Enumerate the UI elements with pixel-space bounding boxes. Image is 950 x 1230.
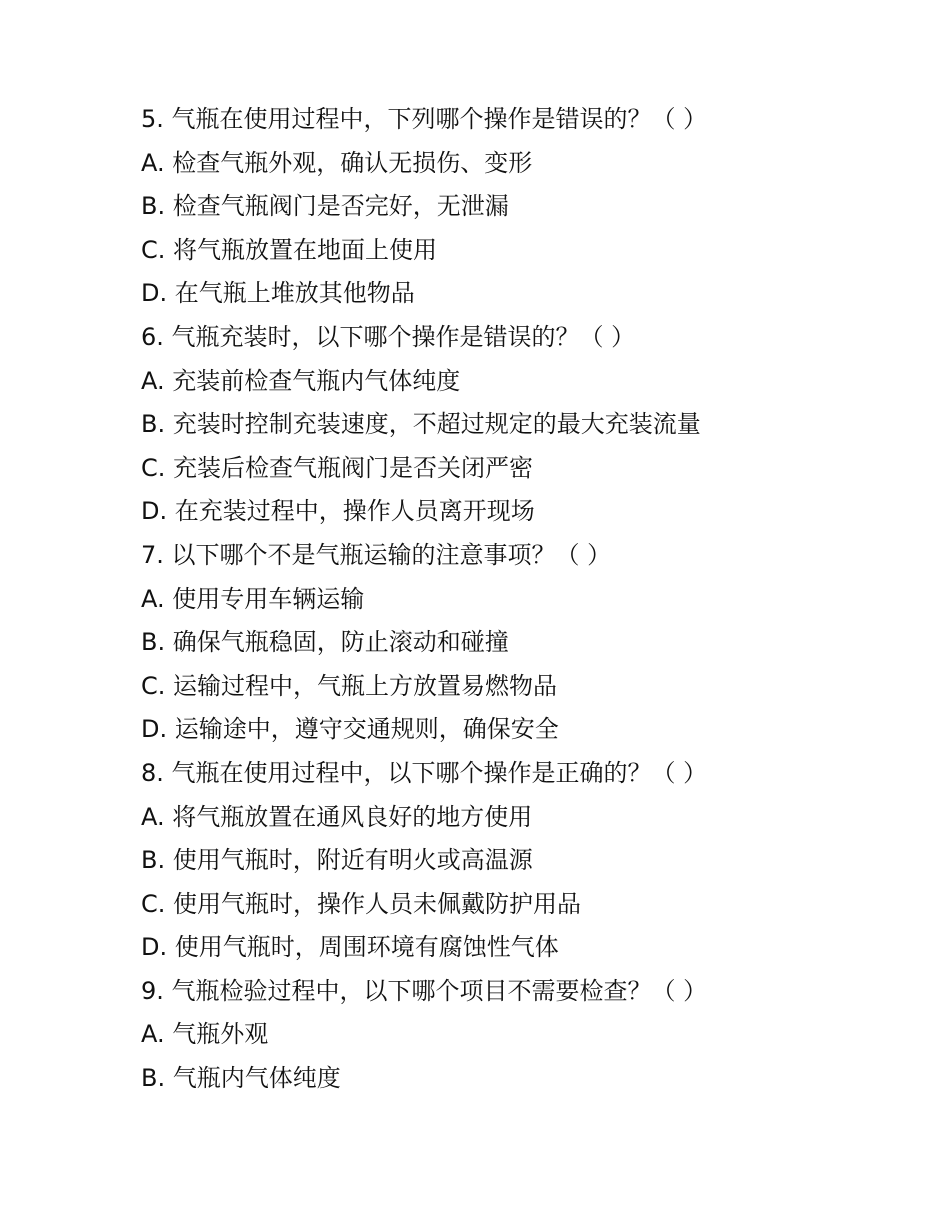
question-9: 9. 气瓶检验过程中，以下哪个项目不需要检查？（ ） [141, 976, 708, 1005]
question-list [141, 98, 901, 1101]
question-7-option-d: D. 运输途中，遵守交通规则，确保安全 [141, 715, 559, 744]
question-8-option-a: A. 将气瓶放置在通风良好的地方使用 [141, 802, 533, 831]
question-5-option-d: D. 在气瓶上堆放其他物品 [141, 279, 415, 308]
question-6-option-a: A. 充装前检查气瓶内气体纯度 [141, 366, 461, 395]
question-6-option-b: B. 充装时控制充装速度，不超过规定的最大充装流量 [141, 410, 701, 439]
question-7-option-b: B. 确保气瓶稳固，防止滚动和碰撞 [141, 628, 509, 657]
question-7-option-c: C. 运输过程中，气瓶上方放置易燃物品 [141, 671, 558, 700]
question-6-option-c: C. 充装后检查气瓶阀门是否关闭严密 [141, 453, 534, 482]
question-6: 6. 气瓶充装时，以下哪个操作是错误的？（ ） [141, 322, 636, 351]
question-5: 5. 气瓶在使用过程中，下列哪个操作是错误的？（ ） [141, 105, 708, 133]
question-5-option-a: A. 检查气瓶外观，确认无损伤、变形 [141, 148, 533, 177]
question-8-option-d: D. 使用气瓶时，周围环境有腐蚀性气体 [141, 933, 559, 962]
question-5-option-c: C. 将气瓶放置在地面上使用 [141, 235, 438, 264]
question-9-option-a: A. 气瓶外观 [141, 1020, 269, 1049]
question-8: 8. 气瓶在使用过程中，以下哪个操作是正确的？（ ） [141, 758, 708, 787]
question-7-option-a: A. 使用专用车辆运输 [141, 584, 365, 613]
question-8-option-b: B. 使用气瓶时，附近有明火或高温源 [141, 846, 533, 875]
question-9-option-b: B. 气瓶内气体纯度 [141, 1064, 341, 1093]
question-5-option-b: B. 检查气瓶阀门是否完好，无泄漏 [141, 192, 509, 221]
question-6-option-d: D. 在充装过程中，操作人员离开现场 [141, 497, 535, 526]
question-8-option-c: C. 使用气瓶时，操作人员未佩戴防护用品 [141, 889, 582, 918]
question-7: 7. 以下哪个不是气瓶运输的注意事项？（ ） [141, 540, 612, 569]
